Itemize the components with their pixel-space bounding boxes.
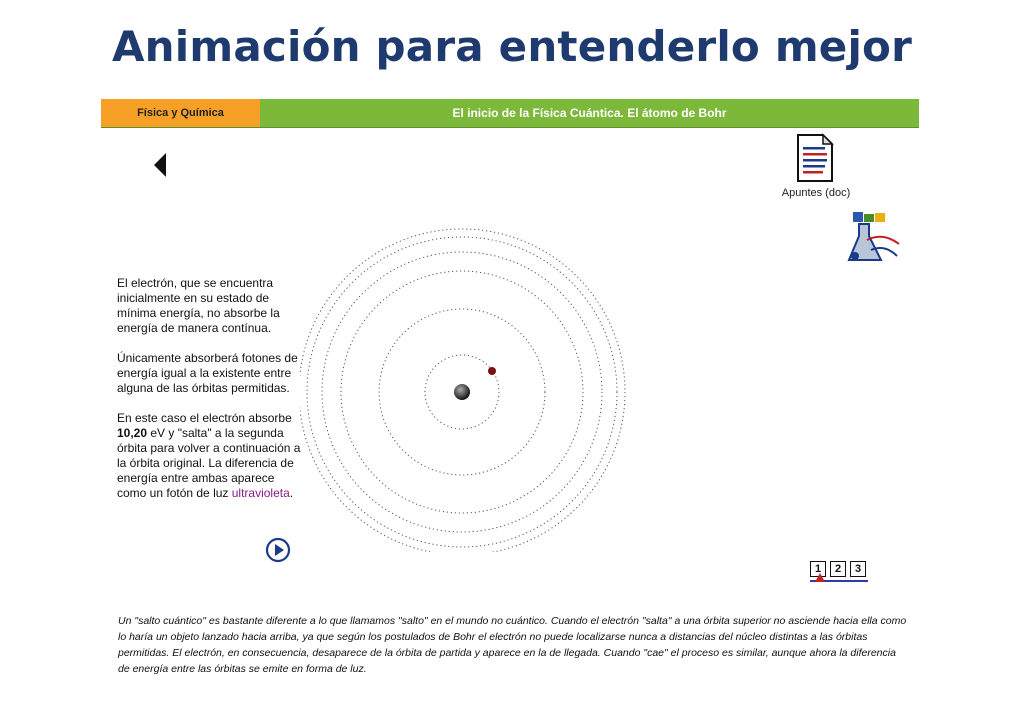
document-icon[interactable]	[795, 133, 835, 183]
step-marker-icon	[815, 573, 825, 582]
ultraviolet-label: ultravioleta	[231, 486, 290, 500]
step-1-button[interactable]: 1	[810, 561, 826, 577]
explanation-p3-start: En este caso el electrón absorbe	[117, 411, 292, 425]
step-2-button[interactable]: 2	[830, 561, 846, 577]
explanation-paragraph-2: Únicamente absorberá fotones de energía igual a la existente entre alguna de las órbitas permitidas.	[117, 351, 298, 395]
header-bar	[101, 99, 919, 128]
explanation-text	[117, 276, 307, 516]
slide-title: Animación para entenderlo mejor	[111, 22, 913, 71]
footnote-text: Un "salto cuántico" es bastante diferente a lo que llamamos "salto" en el mundo no cuántico. Cuando el electrón "salta" a una órbita superior no asciende hacia ella como lo haría un objeto lanzado hacia arriba, ya que según los postulados de Bohr el electrón no puede localizarse nunca a distancias del núcleo distintas a las órbitas permitidas. El electrón, en consecuencia, desaparece de la órbita de partida y aparece en la de llegada. Cuando "cae" el proceso es similar, aunque ahora la diferencia de energía entre las órbitas se emite en forma de luz.	[118, 615, 907, 675]
explanation-paragraph-3	[117, 411, 307, 501]
step-3-button[interactable]: 3	[850, 561, 866, 577]
explanation-p3-middle: eV y "salta" a la segunda órbita para volver a continuación a la órbita original. La diferencia de energía entre ambas aparece como un fotón de luz	[117, 426, 301, 500]
play-icon[interactable]	[265, 537, 291, 563]
doc-link-label[interactable]: Apuntes (doc)	[781, 187, 851, 199]
step-selector	[810, 561, 868, 587]
back-arrow-icon[interactable]	[150, 151, 170, 179]
flask-logo	[845, 210, 903, 268]
electron	[488, 367, 496, 375]
explanation-p3-end: .	[289, 486, 294, 500]
nucleus	[454, 384, 470, 400]
energy-value: 10,20	[117, 426, 148, 440]
explanation-paragraph-1: El electrón, que se encuentra inicialmente en su estado de mínima energía, no absorbe la energía de manera contínua.	[117, 276, 280, 335]
header-title: El inicio de la Física Cuántica. El átomo de Bohr	[452, 106, 727, 120]
bohr-atom-diagram	[300, 222, 630, 552]
header-section-tab[interactable]: Física y Química	[101, 99, 260, 127]
